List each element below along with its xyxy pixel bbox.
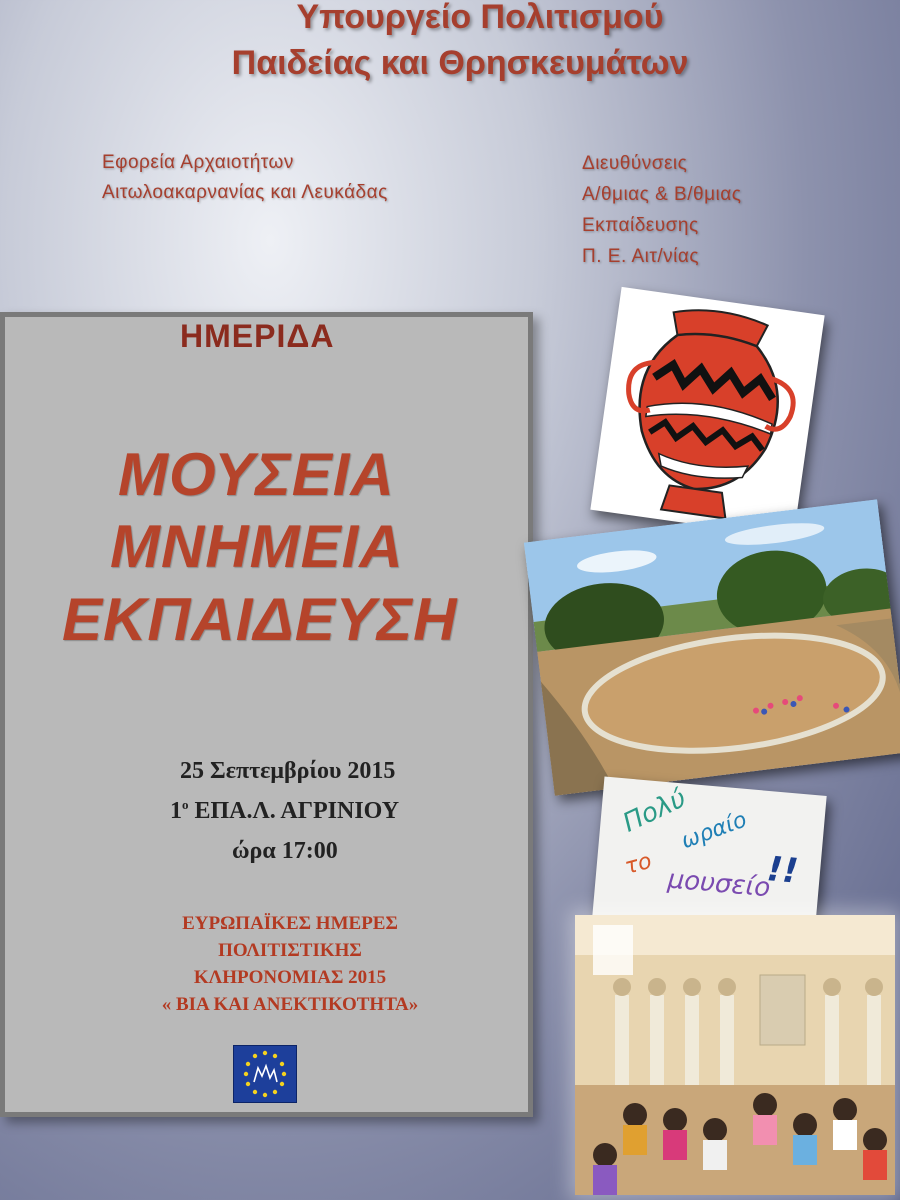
- directorates-line4: Π. Ε. Αιτ/νίας: [582, 246, 700, 267]
- note-word3: το: [622, 848, 655, 880]
- museum-gallery-image: [575, 915, 895, 1195]
- directorates-line1: Διευθύνσεις: [582, 153, 688, 174]
- eu-stars-icon: [234, 1046, 296, 1102]
- heritage-line4: « ΒΙΑ ΚΑΙ ΑΝΕΚΤΙΚΟΤΗΤΑ»: [161, 994, 419, 1015]
- note-word2: ωραίο: [677, 807, 751, 855]
- heritage-days-block: [80, 910, 500, 1018]
- heritage-line1: ΕΥΡΩΠΑΪΚΕΣ ΗΜΕΡΕΣ: [182, 913, 398, 934]
- note-word1: Πολύ: [618, 783, 691, 839]
- event-venue: [170, 797, 399, 825]
- directorates-line2: Α/θμιας & Β/θμιας: [582, 184, 742, 205]
- ephorate-line1: Εφορεία Αρχαιοτήτων: [102, 152, 294, 173]
- ministry-title-line2: Παιδείας και Θρησκευμάτων: [231, 44, 689, 82]
- european-heritage-days-logo: [233, 1045, 297, 1103]
- museum-children-photo: [575, 915, 895, 1195]
- amphora-icon: [590, 287, 824, 538]
- ancient-theatre-photo: [524, 499, 900, 795]
- note-word4: μουσείο: [666, 864, 772, 904]
- heritage-line2: ΠΟΛΙΤΙΣΤΙΚΗΣ: [218, 940, 362, 961]
- note-word5: !!: [765, 849, 800, 892]
- event-title-line3: ΕΚΠΑΙΔΕΥΣΗ: [62, 586, 458, 653]
- event-time: ώρα 17:00: [232, 838, 338, 864]
- ministry-title: [0, 0, 900, 86]
- ephorate-line2: Αιτωλοακαρνανίας και Λευκάδας: [102, 182, 388, 203]
- amphora-drawing: [590, 287, 824, 538]
- event-date: 25 Σεπτεμβρίου 2015: [180, 758, 396, 784]
- event-title-line1: ΜΟΥΣΕΙΑ: [118, 441, 395, 508]
- event-title-line2: ΜΝΗΜΕΙΑ: [110, 513, 404, 580]
- directorates-block: [582, 148, 741, 272]
- handwritten-note: [592, 777, 826, 936]
- heritage-line3: ΚΛΗΡΟΝΟΜΙΑΣ 2015: [193, 967, 387, 988]
- venue-number: 1: [170, 798, 182, 824]
- ancient-theatre-image: [524, 499, 900, 795]
- event-type: ΗΜΕΡΙΔΑ: [180, 318, 335, 354]
- venue-superscript: ο: [182, 797, 189, 812]
- ephorate-block: [102, 148, 388, 208]
- directorates-line3: Εκπαίδευσης: [582, 215, 699, 236]
- venue-name: ΕΠΑ.Λ. ΑΓΡΙΝΙΟΥ: [188, 798, 400, 824]
- ministry-title-line1: Υπουργείο Πολιτισμού: [296, 0, 664, 36]
